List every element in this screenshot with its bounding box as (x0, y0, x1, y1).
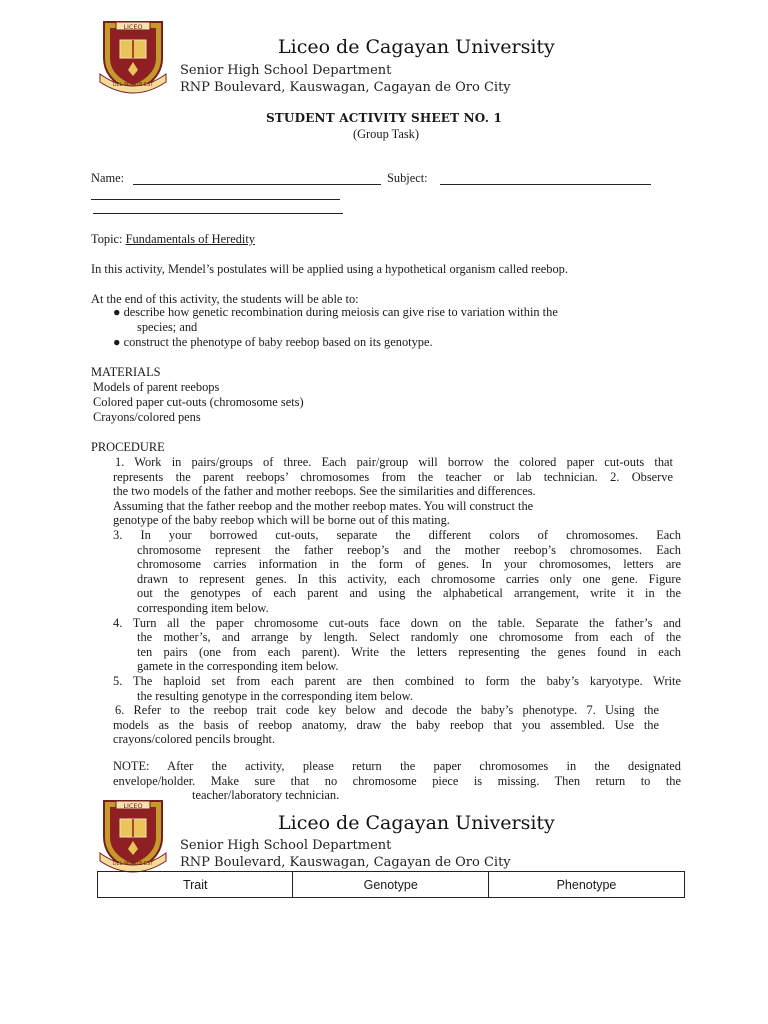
procedure-line: gamete in the corresponding item below. (137, 659, 339, 674)
topic-value: Fundamentals of Heredity (125, 232, 255, 246)
svg-text:DEL MONTE EST: DEL MONTE EST (112, 861, 154, 867)
note-line: teacher/laboratory technician. (192, 788, 340, 803)
sheet-subtitle: (Group Task) (352, 127, 419, 141)
note-line: NOTE: After the activity, please return the paper chromosomes in the designated (113, 759, 681, 773)
department-name: Senior High School Department (180, 63, 392, 78)
procedure-line: genotype of the baby reebop which will be borne out of this mating. (113, 513, 450, 528)
university-name: Liceo de Cagayan University (278, 812, 555, 834)
col-header-trait: Trait (98, 872, 293, 898)
subject-field-line[interactable] (440, 184, 651, 185)
procedure-line: drawn to represent genes. In this activity, each chromosome carries only one gene. Figure (137, 571, 681, 586)
subject-label: Subject: (387, 171, 428, 185)
material-item: Models of parent reebops (93, 380, 220, 394)
name-field-line-2[interactable] (91, 199, 340, 200)
procedure-line: represents the parent reebops’ chromosomes from the teacher or lab technician. 2. Observe (113, 469, 673, 484)
sheet-title: STUDENT ACTIVITY SHEET NO. 1 (265, 111, 503, 125)
materials-heading: MATERIALS (91, 365, 161, 379)
procedure-line: the mother’s, and arrange by length. Select randomly one chromosome from each of the (137, 630, 681, 645)
procedure-line: 3. In your borrowed cut-outs, separate the different colors of chromosomes. Each (113, 528, 681, 542)
col-header-phenotype: Phenotype (488, 872, 684, 898)
svg-text:DEL MONTE EST: DEL MONTE EST (112, 82, 154, 88)
procedure-line: chromosome represent the father reebop’s and the mother reebop’s chromosomes. Each (137, 542, 681, 557)
procedure-line: 6. Refer to the reebop trait code key below and decode the baby’s phenotype. 7. Using the (115, 703, 659, 718)
procedure-line: crayons/colored pencils brought. (113, 732, 276, 747)
procedure-line: the resulting genotype in the corresponding item below. (137, 688, 413, 703)
material-item: Crayons/colored pens (93, 410, 201, 424)
name-label: Name: (91, 171, 125, 185)
trait-table (97, 871, 685, 898)
procedure-line: 4. Turn all the paper chromosome cut-outs face down on the table. Separate the father’s and (113, 615, 681, 630)
procedure-line: 5. The haploid set from each parent are then combined to form the baby’s karyotype. Write (113, 674, 681, 688)
name-field-line-3[interactable] (93, 213, 343, 214)
procedure-line: 1. Work in pairs/groups of three. Each pair/group will borrow the colored paper cut-outs that (115, 455, 673, 469)
university-name: Liceo de Cagayan University (278, 36, 555, 58)
university-address: RNP Boulevard, Kauswagan, Cagayan de Oro City (180, 855, 511, 870)
procedure-line: models as the basis of reebop anatomy, draw the baby reebop that you assembled. Use the (113, 717, 659, 732)
topic-label: Topic: (91, 232, 123, 246)
intro-text: In this activity, Mendel’s postulates will be applied using a hypothetical organism called reebop. (91, 262, 568, 276)
table-header-row (98, 872, 685, 898)
material-item: Colored paper cut-outs (chromosome sets) (93, 395, 304, 409)
procedure-heading: PROCEDURE (91, 440, 165, 454)
university-seal-logo (96, 797, 170, 875)
procedure-line: out the genotypes of each parent and using the alphabetical arrangement, write it in the (137, 586, 681, 601)
university-seal-logo (96, 18, 170, 96)
name-field-line[interactable] (133, 184, 381, 185)
department-name: Senior High School Department (180, 838, 392, 853)
procedure-line: chromosome carries information in the form of genes. In your chromosomes, letters are (137, 557, 681, 572)
procedure-line: corresponding item below. (137, 601, 269, 615)
procedure-line: ten pairs (one from each parent). Write the letters representing the genes found in each (137, 644, 681, 659)
university-address: RNP Boulevard, Kauswagan, Cagayan de Oro City (180, 80, 511, 95)
objective-item: ● construct the phenotype of baby reebop based on its genotype. (113, 335, 433, 349)
objective-item-cont: species; and (137, 320, 198, 334)
svg-text:LICEO: LICEO (123, 23, 143, 31)
objectives-intro: At the end of this activity, the students will be able to: (91, 292, 359, 306)
note-line: envelope/holder. Make sure that no chromosome piece is missing. Then return to the (113, 773, 681, 788)
col-header-genotype: Genotype (293, 872, 488, 898)
objective-item: ● describe how genetic recombination during meiosis can give rise to variation within the (113, 305, 558, 319)
svg-text:LICEO: LICEO (123, 802, 143, 810)
topic-row (91, 232, 255, 247)
procedure-line: Assuming that the father reebop and the mother reebop mates. You will construct the (113, 498, 534, 513)
procedure-line: the two models of the father and mother reebops. See the similarities and differences. (113, 484, 536, 499)
